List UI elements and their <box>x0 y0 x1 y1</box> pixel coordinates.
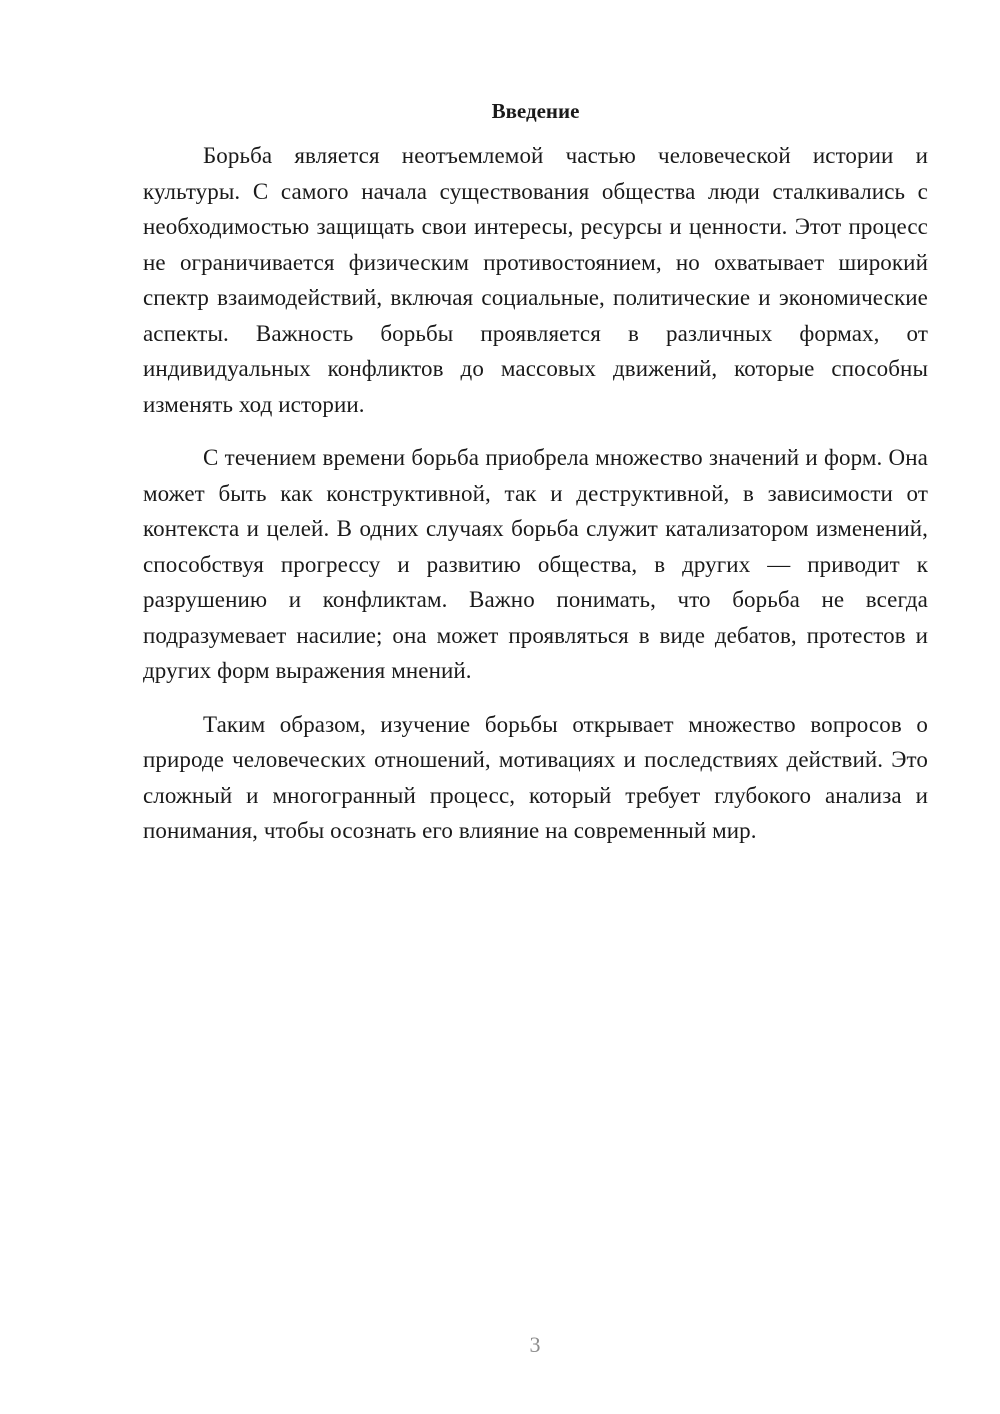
section-heading: Введение <box>491 99 580 123</box>
paragraph-1: Борьба является неотъемлемой частью человеческой истории и культуры. С самого начала существования общества люди сталкивались с необходимостью защищать свои интересы, ресурсы и ценности. Этот процесс не ограничивается физическим противостоянием, но охватывает широкий спектр взаимодействий, включая социальные, политические и экономические аспекты. Важность борьбы проявляется в различных формах, от индивидуальных конфликтов до массовых движений, которые способны изменять ход истории. <box>143 143 928 417</box>
page-number: 3 <box>529 1332 541 1357</box>
paragraph-2: С течением времени борьба приобрела множество значений и форм. Она может быть как конструктивной, так и деструктивной, в зависимости от контекста и целей. В одних случаях борьба служит катализатором изменений, способствуя прогрессу и развитию общества, в других — приводит к разрушению и конфликтам. Важно понимать, что борьба не всегда подразумевает насилие; она может проявляться в виде дебатов, протестов и других форм выражения мнений. <box>143 445 928 683</box>
document-page <box>143 96 928 849</box>
paragraph-3: Таким образом, изучение борьбы открывает множество вопросов о природе человеческих отношений, мотивациях и последствиях действий. Это сложный и многогранный процесс, который требует глубокого анализа и понимания, чтобы осознать его влияние на современный мир. <box>143 711 928 843</box>
